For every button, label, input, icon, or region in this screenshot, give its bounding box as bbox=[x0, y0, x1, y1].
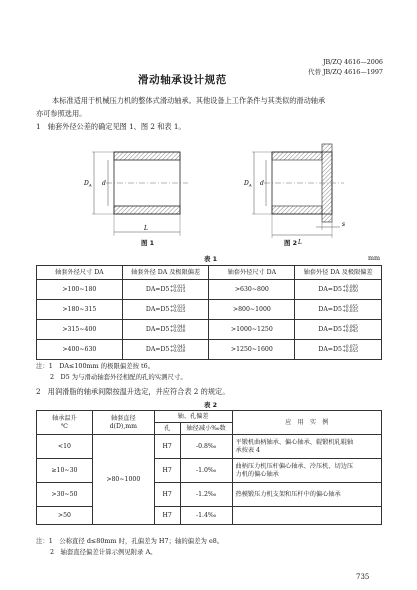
t1-cell: >180~315 bbox=[37, 300, 123, 320]
t2-cell-application: 曲柄压力机压杆偏心轴承、冷压机、切边压 力机的偏心轴承 bbox=[232, 459, 381, 483]
t2-cell: -1.4‰ bbox=[180, 507, 232, 525]
fig1-label-DA: $D_A$ bbox=[84, 180, 92, 188]
t2-cell-diameter-range: >80~1000 bbox=[92, 435, 154, 525]
table-row bbox=[37, 300, 382, 320]
t1-cell: DA=D5+0.040 +0.030 bbox=[122, 320, 209, 340]
t1-header-range-right: 轴套外径尺寸 DA bbox=[209, 266, 295, 280]
fig1-label-L: L bbox=[144, 225, 148, 232]
table-2-caption: 表 2 bbox=[204, 401, 218, 409]
table-1 bbox=[36, 265, 382, 360]
t2-header-temp: 轴承温升 ℃ bbox=[37, 411, 93, 435]
t1-cell: DA=D5+0.055 +0.035 bbox=[295, 300, 382, 320]
figure-1-drawing bbox=[80, 140, 200, 252]
supersedes-note: 代替 JB/ZQ 4616—1997 bbox=[308, 68, 383, 76]
t2-cell: ≥10~30 bbox=[37, 459, 93, 483]
table-2 bbox=[36, 410, 382, 525]
t1-cell: >400~630 bbox=[37, 340, 123, 360]
t1-cell: >315~400 bbox=[37, 320, 123, 340]
intro-line-2: 亦可参照选用。 bbox=[36, 109, 87, 118]
fig2-bottom-wall bbox=[272, 206, 322, 214]
t1-cell: >1000~1250 bbox=[209, 320, 295, 340]
table-2-note-1: 注：1 公称直径 d≤80mm 时，孔偏差为 H7；轴的偏差为 e8。 bbox=[36, 537, 224, 545]
t1-cell: DA=D5+0.025 +0.015 bbox=[122, 280, 209, 300]
t2-cell: -1.2‰ bbox=[180, 483, 232, 507]
fig1-label-d: d bbox=[102, 180, 106, 187]
table-1-note-2: 2 D5 为与滑动轴套外径相配的孔的实测尺寸。 bbox=[50, 373, 187, 381]
t2-cell: -0.8‰ bbox=[180, 435, 232, 459]
table-1-note-1: 注：1 DA≤100mm 的极限偏差按 t6。 bbox=[36, 362, 155, 370]
table-row bbox=[37, 507, 382, 525]
t2-cell: >30~50 bbox=[37, 483, 93, 507]
t1-cell: DA=D5+0.065 +0.045 bbox=[295, 320, 382, 340]
t2-header-hole: 孔 bbox=[154, 423, 180, 435]
t1-cell: DA=D5+0.045 +0.030 bbox=[122, 340, 209, 360]
t1-header-tol-right: 轴套外径 DA 及极限偏差 bbox=[295, 266, 382, 280]
fig1-top-wall bbox=[114, 152, 180, 160]
table-row bbox=[37, 340, 382, 360]
fig1-bottom-wall bbox=[114, 206, 180, 214]
table-2-header-row-1 bbox=[37, 411, 382, 423]
fig2-label-s: s bbox=[342, 221, 346, 228]
standard-number: JB/ZQ 4616—2006 bbox=[322, 58, 383, 66]
fig2-label-DA: $D_A$ bbox=[244, 180, 252, 188]
t1-cell: >100~180 bbox=[37, 280, 123, 300]
t1-header-tol-left: 轴套外径 DA 及极限偏差 bbox=[122, 266, 209, 280]
t2-cell: H7 bbox=[154, 459, 180, 483]
t2-header-shaft: 轴径减小‰数 bbox=[180, 423, 232, 435]
fig2-top-wall bbox=[272, 152, 322, 160]
page-number: 735 bbox=[356, 573, 370, 581]
t1-cell: >630~800 bbox=[209, 280, 295, 300]
t1-cell: >800~1000 bbox=[209, 300, 295, 320]
table-row bbox=[37, 435, 382, 459]
table-row bbox=[37, 280, 382, 300]
t2-cell-application bbox=[232, 507, 381, 525]
t2-cell: >50 bbox=[37, 507, 93, 525]
t1-cell: >1250~1600 bbox=[209, 340, 295, 360]
page-title: 滑动轴承设计规范 bbox=[138, 74, 227, 86]
t1-cell: DA=D5+0.035 +0.025 bbox=[122, 300, 209, 320]
t2-cell-application: 热模锻压力机支架和压杆中的偏心轴承 bbox=[232, 483, 381, 507]
t1-cell: DA=D5+0.080 +0.050 bbox=[295, 280, 382, 300]
t2-header-diameter: 轴套直径 d(D),mm bbox=[92, 411, 154, 435]
t2-cell: H7 bbox=[154, 483, 180, 507]
table-1-caption: 表 1 bbox=[204, 255, 218, 263]
t2-cell-application: 平锻机曲柄轴承、偏心轴承、辊锻机轧辊轴 承按表 4 bbox=[232, 435, 381, 459]
figure-2-drawing bbox=[240, 140, 360, 252]
t2-cell: H7 bbox=[154, 507, 180, 525]
table-row bbox=[37, 320, 382, 340]
table-row bbox=[37, 459, 382, 483]
table-2-note-2: 2 轴套直径偏差计算示例见附录 A。 bbox=[50, 548, 157, 556]
t2-cell: <10 bbox=[37, 435, 93, 459]
figure-2-caption: 图 2 bbox=[284, 239, 298, 247]
figure-1-caption: 图 1 bbox=[141, 239, 155, 247]
t1-header-range-left: 轴套外径尺寸 DA bbox=[37, 266, 123, 280]
t2-cell: H7 bbox=[154, 435, 180, 459]
t2-header-fit: 轴、孔偏差 bbox=[154, 411, 232, 423]
t2-header-application: 应 用 实 例 bbox=[232, 411, 381, 435]
fig2-label-L: L bbox=[298, 239, 302, 246]
t2-cell: -1.0‰ bbox=[180, 459, 232, 483]
table-row bbox=[37, 483, 382, 507]
intro-line-1: 本标准适用于机械压力机的整体式滑动轴承。其他设备上工作条件与其类似的滑动轴承 bbox=[52, 96, 326, 105]
table-1-header-row bbox=[37, 266, 382, 280]
fig2-label-d: d bbox=[260, 180, 264, 187]
table-1-unit: mm bbox=[368, 254, 381, 262]
section-2-heading: 2 用润滑脂的轴承间隙按温升选定，并应符合表 2 的规定。 bbox=[36, 387, 230, 396]
t1-cell: DA=D5+0.075 +0.055 bbox=[295, 340, 382, 360]
section-1-heading: 1 轴套外径公差的确定见图 1、图 2 和表 1。 bbox=[36, 122, 186, 131]
